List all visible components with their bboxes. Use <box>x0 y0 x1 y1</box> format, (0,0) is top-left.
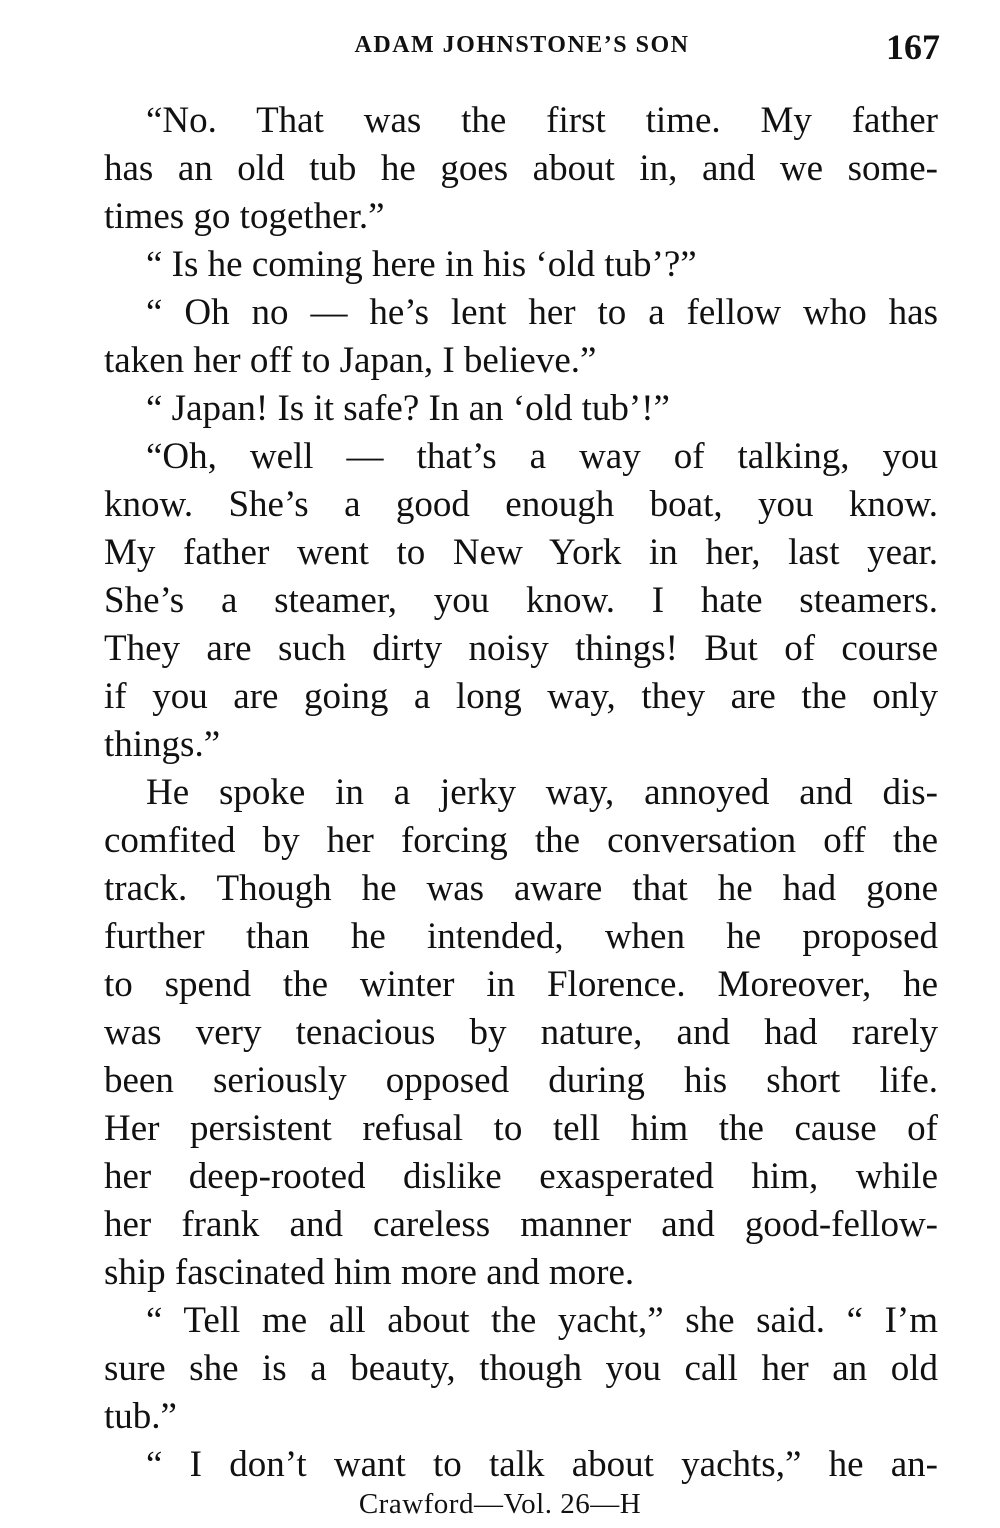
text-line: been seriously opposed during his short life. <box>104 1060 938 1101</box>
text-line: “ Tell me all about the yacht,” she said. “ I’m <box>146 1300 938 1341</box>
text-line: comfited by her forcing the conversation off the <box>104 820 938 861</box>
text-line: “ Is he coming here in his ‘old tub’?” <box>146 244 697 285</box>
text-line: ship fascinated him more and more. <box>104 1252 635 1293</box>
text-line: He spoke in a jerky way, annoyed and dis- <box>146 772 938 813</box>
text-line: was very tenacious by nature, and had rarely <box>104 1012 938 1053</box>
text-line: “Oh, well — that’s a way of talking, you <box>146 436 938 477</box>
text-line: has an old tub he goes about in, and we some- <box>104 148 938 189</box>
text-line: tub.” <box>104 1396 177 1437</box>
text-line: “ Japan! Is it safe? In an ‘old tub’!” <box>146 388 670 429</box>
text-line: to spend the winter in Florence. Moreover, he <box>104 964 938 1005</box>
running-title: ADAM JOHNSTONE’S SON <box>354 32 690 58</box>
text-line: track. Though he was aware that he had gone <box>104 868 938 909</box>
text-line: times go together.” <box>104 196 385 237</box>
text-line: taken her off to Japan, I believe.” <box>104 340 597 381</box>
text-line: things.” <box>104 724 221 765</box>
page-number: 167 <box>886 27 940 67</box>
text-line: further than he intended, when he proposed <box>104 916 938 957</box>
text-line: “No. That was the first time. My father <box>146 100 938 141</box>
text-line: Her persistent refusal to tell him the cause of <box>104 1108 938 1149</box>
text-line: She’s a steamer, you know. I hate steamers. <box>104 580 938 621</box>
text-line: “ Oh no — he’s lent her to a fellow who has <box>146 292 938 333</box>
text-line: sure she is a beauty, though you call her an old <box>104 1348 938 1389</box>
text-line: “ I don’t want to talk about yachts,” he an- <box>146 1444 938 1485</box>
text-line: if you are going a long way, they are the only <box>104 676 938 717</box>
text-line: My father went to New York in her, last year. <box>104 532 938 573</box>
text-line: her frank and careless manner and good-fellow- <box>104 1204 938 1245</box>
running-head <box>104 26 940 66</box>
text-body <box>104 97 938 1489</box>
text-line: They are such dirty noisy things! But of course <box>104 628 938 669</box>
text-line: her deep-rooted dislike exasperated him, while <box>104 1156 938 1197</box>
printer-signature-mark: Crawford—Vol. 26—H <box>358 1488 642 1520</box>
text-line: know. She’s a good enough boat, you know. <box>104 484 938 525</box>
